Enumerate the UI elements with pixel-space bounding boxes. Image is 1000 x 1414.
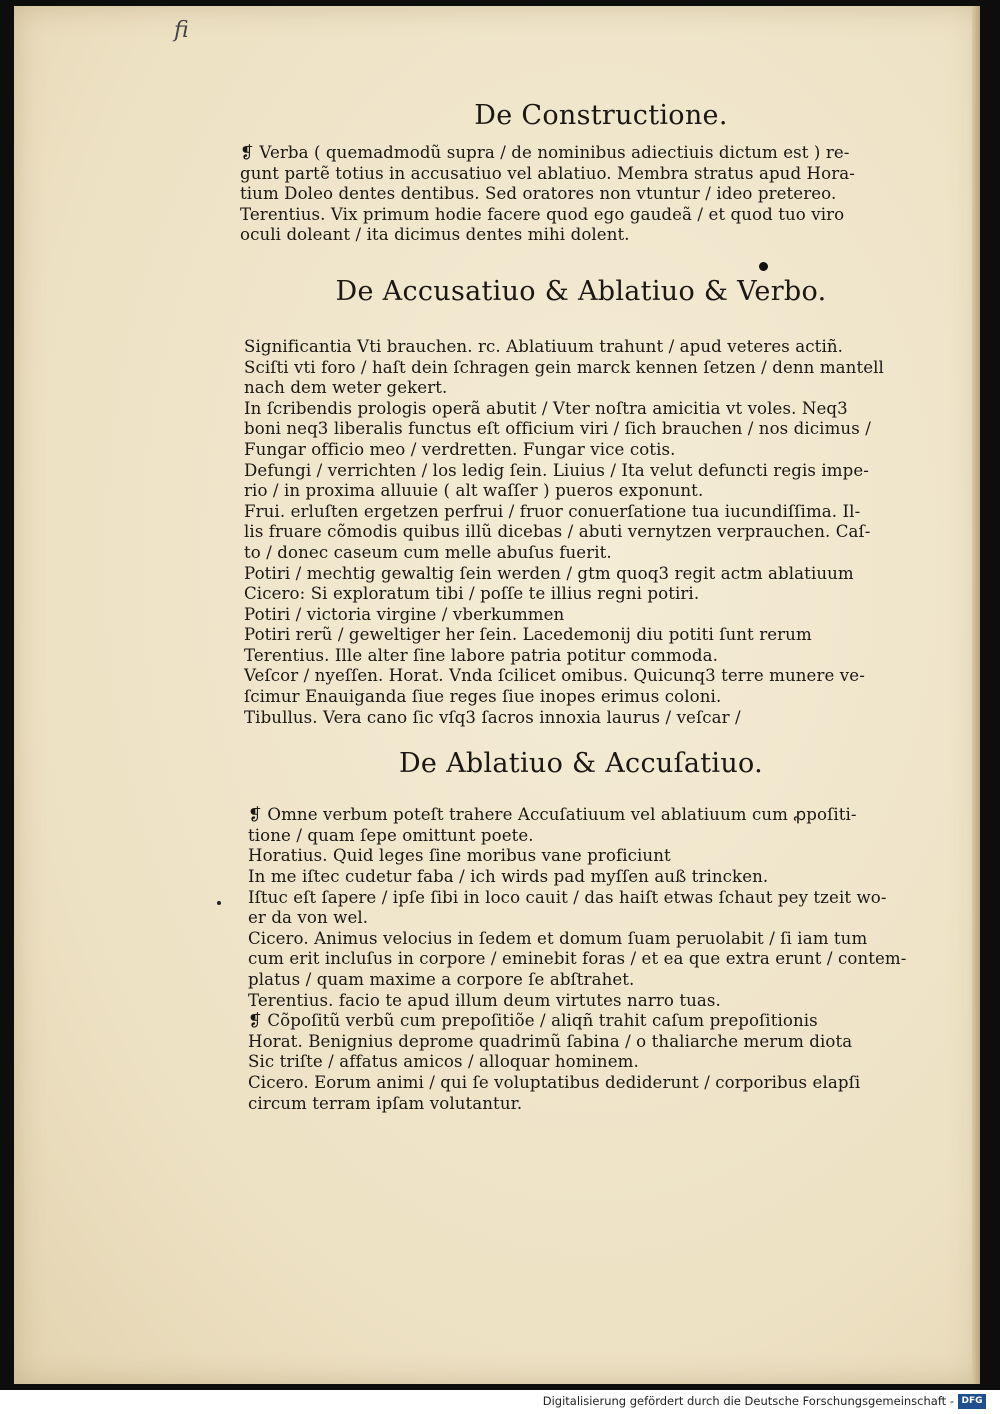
text-line: rio / in proxima alluuie ( alt waſſer ) pueros exponunt. — [244, 481, 704, 501]
text-line: platus / quam maxime a corpore ſe abſtrahet. — [248, 970, 635, 989]
text-line: ſcimur Enauiganda ſiue reges ſiue inopes erimus coloni. — [244, 687, 722, 707]
section-body-ablatiuo-accusatiuo — [248, 805, 934, 1114]
text-line: In me iſtec cudetur faba / ich wirds pad myſſen auß trincken. — [248, 867, 769, 887]
text-line: Fungar officio meo / verdretten. Fungar vice cotis. — [244, 439, 676, 459]
footer-bar — [0, 1390, 1000, 1414]
text-line: nach dem weter gekert. — [244, 378, 448, 398]
text-line: Cicero. Animus velocius in ſedem et domum ſuam peruolabit / ſi iam tum — [248, 928, 868, 948]
text-line: er da von wel. — [248, 908, 369, 928]
section-body-constructione — [240, 143, 934, 246]
text-line: Veſcor / nyeſſen. Horat. Vnda ſcilicet omibus. Quicunq3 terre munere ve- — [244, 666, 865, 686]
text-line: Horatius. Quid leges ſine moribus vane proficiunt — [248, 846, 671, 866]
text-line: to / donec caseum cum melle abuſus fuerit. — [244, 542, 612, 562]
text-line: gunt partẽ totius in accusatiuo vel ablatiuo. Membra stratus apud Hora- — [240, 163, 855, 183]
text-line: circum terram ipſam volutantur. — [248, 1093, 523, 1113]
text-line: oculi doleant / ita dicimus dentes mihi dolent. — [240, 225, 630, 245]
text-line: tione / quam ſepe omittunt poete. — [248, 825, 534, 845]
text-line: Cicero. Eorum animi / qui ſe voluptatibus dediderunt / corporibus elapſi — [248, 1072, 861, 1092]
ink-dot — [759, 262, 768, 271]
section-body-accusatiuo-ablatiuo-verbo — [244, 337, 934, 728]
ink-speck — [217, 901, 221, 905]
section-heading-accusatiuo-ablatiuo-verbo: De Accusatiuo & Ablatiuo & Verbo. — [335, 275, 827, 307]
text-line: Iſtuc eſt ſapere / ipſe ſibi in loco cauit / das haiſt etwas ſchaut pey tzeit wo- — [248, 887, 887, 907]
text-line: Potiri rerũ / geweltiger her ſein. Lacedemonij diu potiti ſunt rerum — [244, 625, 812, 645]
page-text — [228, 100, 934, 1114]
text-line: Frui. erluſten ergetzen perfrui / fruor conuerſatione tua iucundiſſima. Il- — [244, 501, 861, 521]
text-line: ❡ Omne verbum poteſt trahere Accuſatiuum vel ablatiuum cum ꝓpoſiti- — [248, 805, 857, 825]
section-heading-constructione: De Constructione. — [474, 100, 728, 131]
text-line: lis fruare cõmodis quibus illũ dicebas / abuti vernytzen verprauchen. Caſ- — [244, 522, 871, 542]
text-line: Tibullus. Vera cano ſic vſq3 ſacros innoxia laurus / veſcar / — [244, 707, 741, 727]
text-line: Terentius. facio te apud illum deum virtutes narro tuas. — [248, 990, 721, 1010]
margin-handwritten-note: fi — [174, 18, 189, 43]
text-line: Defungi / verrichten / los ledig ſein. Liuius / Ita velut defuncti regis impe- — [244, 460, 869, 480]
dfg-logo-icon[interactable]: DFG — [958, 1394, 986, 1409]
text-line: Sciſti vti foro / haſt dein ſchragen gein marck kennen ſetzen / denn mantell — [244, 357, 884, 377]
text-line: Terentius. Vix primum hodie facere quod ego gaudeã / et quod tuo viro — [240, 204, 845, 224]
text-line: Horat. Benignius deprome quadrimũ ſabina / o thaliarche merum diota — [248, 1031, 853, 1051]
text-line: boni neq3 liberalis functus eſt officium viri / ſich brauchen / nos dicimus / — [244, 419, 871, 439]
text-line: In ſcribendis prologis operã abutit / Vter noſtra amicitia vt voles. Neq3 — [244, 398, 848, 418]
text-line: Potiri / victoria virgine / vberkummen — [244, 604, 565, 624]
footer-credit: Digitalisierung gefördert durch die Deutsche Forschungsgemeinschaft - — [542, 1394, 954, 1408]
text-line: Terentius. Ille alter ſine labore patria potitur commoda. — [244, 645, 718, 665]
text-line: Potiri / mechtig gewaltig ſein werden / gtm quoq3 regit actm ablatiuum — [244, 563, 854, 583]
text-line: ❡ Verba ( quemadmodũ supra / de nominibus adiectiuis dictum est ) re- — [240, 143, 850, 162]
text-line: tium Doleo dentes dentibus. Sed oratores non vtuntur / ideo pretereo. — [240, 184, 837, 204]
text-line: cum erit incluſus in corpore / eminebit foras / et ea que extra erunt / contem- — [248, 949, 907, 969]
text-line: Cicero: Si exploratum tibi / poſſe te illius regni potiri. — [244, 584, 700, 604]
section-heading-ablatiuo-accusatiuo: De Ablatiuo & Accuſatiuo. — [398, 748, 763, 780]
page-edge — [972, 6, 980, 1384]
text-line: Significantia Vti brauchen. rc. Ablatiuum trahunt / apud veteres actiñ. — [244, 336, 844, 356]
text-line: Sic triſte / affatus amicos / alloquar hominem. — [248, 1052, 639, 1072]
text-line: ❡ Cõpoſitũ verbũ cum prepoſitiõe / aliqñ trahit caſum prepoſitionis — [248, 1011, 818, 1031]
